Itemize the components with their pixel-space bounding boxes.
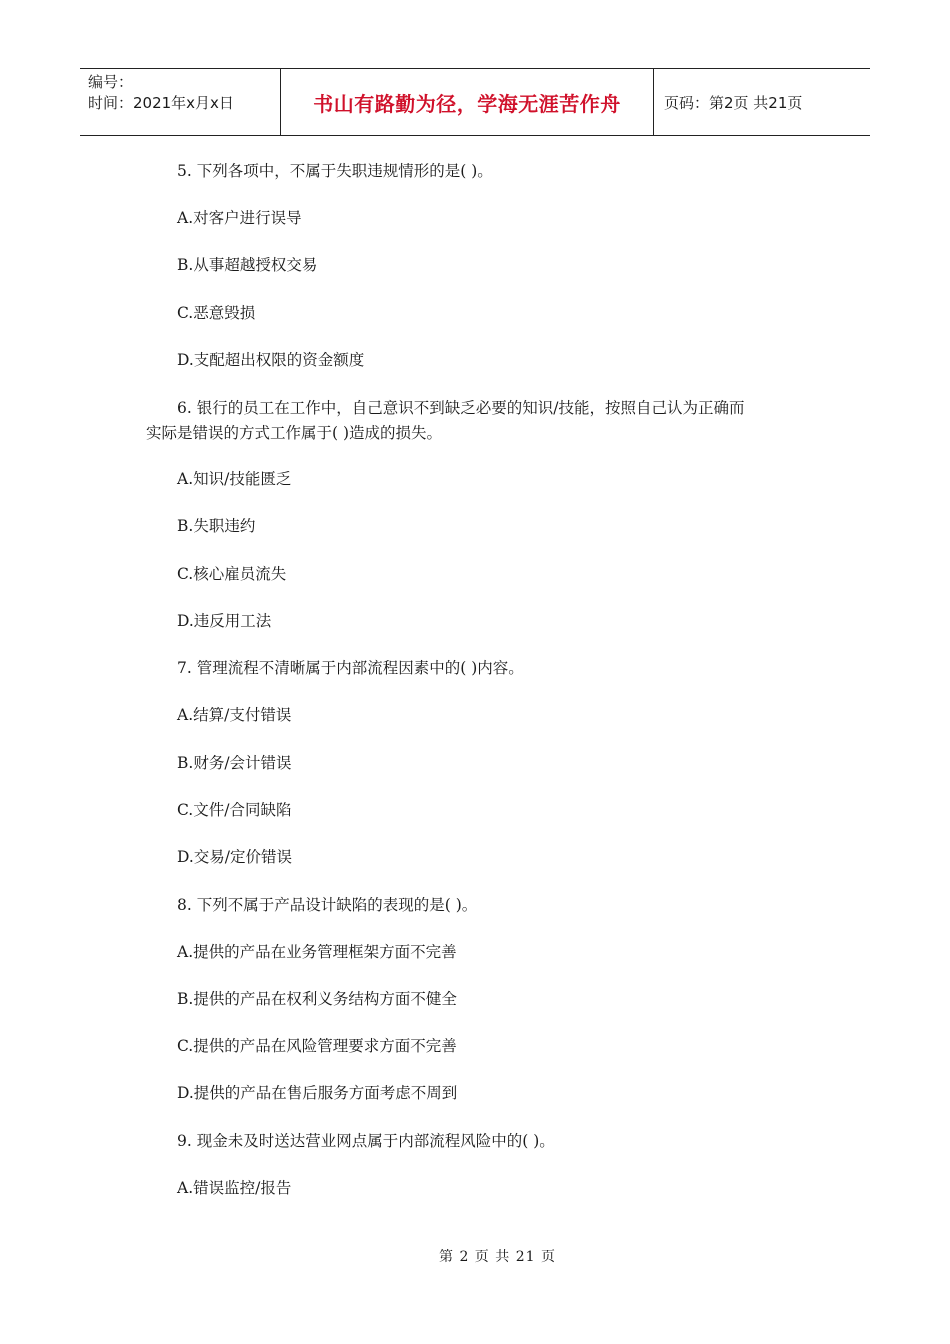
header-motto: 书山有路勤为径，学海无涯苦作舟 <box>281 69 654 135</box>
question-option: C.核心雇员流失 <box>177 565 287 583</box>
question-option: A.错误监控/报告 <box>177 1179 292 1197</box>
question-option: B.失职违约 <box>177 517 256 535</box>
header-meta <box>80 69 281 135</box>
page-header <box>80 68 870 136</box>
question-stem: 7. 管理流程不清晰属于内部流程因素中的( )内容。 <box>177 659 524 677</box>
question-option: C.文件/合同缺陷 <box>177 801 292 819</box>
question-option: A.结算/支付错误 <box>177 706 292 724</box>
question-stem-continued: 实际是错误的方式工作属于( )造成的损失。 <box>146 424 443 442</box>
question-option: B.从事超越授权交易 <box>177 256 318 274</box>
question-option: A.知识/技能匮乏 <box>177 470 292 488</box>
question-option: A.对客户进行误导 <box>177 209 302 227</box>
question-option: D.违反用工法 <box>177 612 272 630</box>
question-option: B.提供的产品在权利义务结构方面不健全 <box>177 990 457 1008</box>
question-option: B.财务/会计错误 <box>177 754 292 772</box>
question-option: A.提供的产品在业务管理框架方面不完善 <box>177 943 457 961</box>
question-option: D.支配超出权限的资金额度 <box>177 351 365 369</box>
question-option: D.交易/定价错误 <box>177 848 293 866</box>
question-option: C.恶意毁损 <box>177 304 256 322</box>
header-page-info: 页码：第2页 共21页 <box>664 93 803 112</box>
question-option: C.提供的产品在风险管理要求方面不完善 <box>177 1037 457 1055</box>
question-stem: 9. 现金未及时送达营业网点属于内部流程风险中的( )。 <box>177 1132 555 1150</box>
question-option: D.提供的产品在售后服务方面考虑不周到 <box>177 1084 458 1102</box>
question-stem: 5. 下列各项中，不属于失职违规情形的是( )。 <box>177 162 493 180</box>
question-stem: 6. 银行的员工在工作中，自己意识不到缺乏必要的知识/技能，按照自己认为正确而 <box>177 399 745 417</box>
header-time-label: 时间：2021年x月x日 <box>88 94 234 112</box>
question-stem: 8. 下列不属于产品设计缺陷的表现的是( )。 <box>177 896 478 914</box>
header-number-label: 编号： <box>88 73 134 91</box>
page-footer: 第 2 页 共 21 页 <box>439 1249 556 1265</box>
